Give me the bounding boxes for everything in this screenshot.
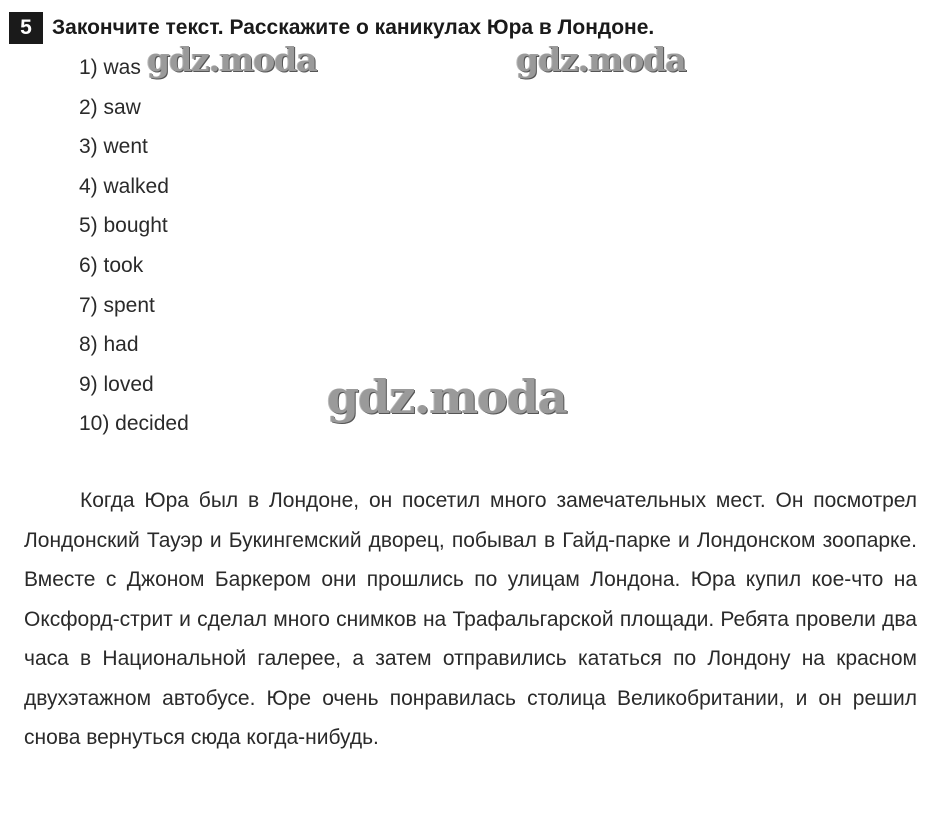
watermark-top-left: gdz.moda xyxy=(147,40,317,79)
task-number-badge: 5 xyxy=(9,12,43,44)
answer-item-8: 8) had xyxy=(79,333,139,357)
story-paragraph: Когда Юра был в Лондоне, он посетил много замечательных мест. Он посмотрел Лондонский Тауэр и Букингемский дворец, побывал в Гайд-парке и Лондонском зоопарке. Вместе с Джоном Баркером они прошлись по улицам Лондона. Юра купил кое-что на Оксфорд-стрит и сделал много снимков на Трафальгарской площади. Ребята провели два часа в Национальной галерее, а затем отправились кататься по Лондону на красном двухэтажном автобусе. Юре очень понравилась столица Великобритании, и он решил снова вернуться сюда когда-нибудь. xyxy=(24,489,917,749)
watermark-top-right: gdz.moda xyxy=(516,40,686,79)
answer-item-3: 3) went xyxy=(79,135,148,159)
watermark-center: gdz.moda xyxy=(327,370,567,424)
answer-item-2: 2) saw xyxy=(79,95,141,119)
task-title: Закончите текст. Расскажите о каникулах Юра в Лондоне. xyxy=(52,16,655,39)
answer-item-10: 10) decided xyxy=(79,412,189,436)
answer-item-1: 1) was xyxy=(79,56,141,79)
answer-item-5: 5) bought xyxy=(79,214,168,238)
answer-list xyxy=(79,48,189,444)
answer-item-7: 7) spent xyxy=(79,293,155,317)
answer-item-4: 4) walked xyxy=(79,174,169,198)
answer-item-6: 6) took xyxy=(79,253,144,277)
answer-item-9: 9) loved xyxy=(79,372,154,396)
